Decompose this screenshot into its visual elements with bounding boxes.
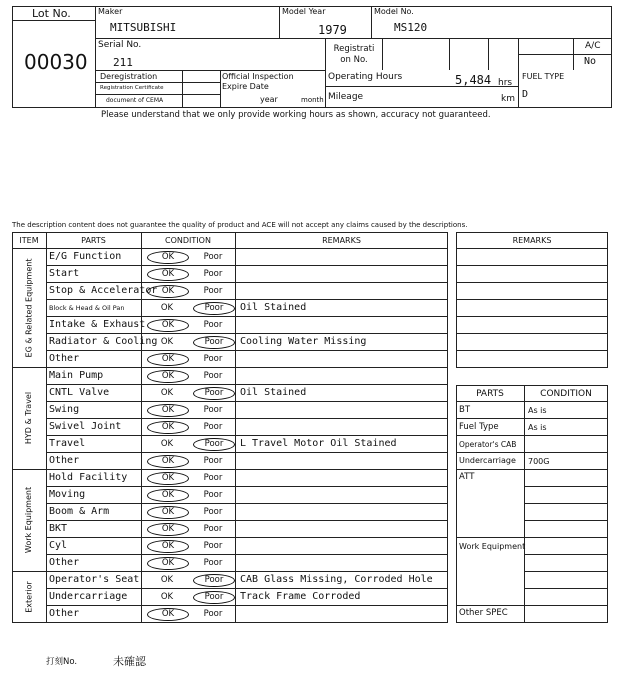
divider bbox=[456, 299, 608, 300]
condition-poor-option: Poor bbox=[203, 558, 223, 568]
part-name: CNTL Valve bbox=[49, 387, 110, 398]
condition-poor-option: Poor bbox=[203, 473, 223, 483]
serial-no-value: 211 bbox=[113, 56, 133, 69]
divider bbox=[518, 54, 612, 55]
condition-ok-option: OK bbox=[147, 285, 189, 298]
divider bbox=[220, 70, 221, 108]
condition-ok-option: OK bbox=[147, 557, 189, 570]
hrs-label: hrs bbox=[498, 78, 513, 88]
row-divider bbox=[46, 418, 448, 419]
divider bbox=[518, 38, 519, 108]
condition-ok-option: OK bbox=[147, 506, 189, 519]
divider bbox=[46, 232, 47, 623]
operating-hours-value: 5,484 bbox=[455, 73, 492, 87]
serial-no-label: Serial No. bbox=[98, 40, 142, 50]
condition-ok-option: OK bbox=[147, 353, 189, 366]
remark-text: Oil Stained bbox=[240, 387, 307, 398]
divider bbox=[456, 452, 608, 453]
condition-poor-option: Poor bbox=[203, 422, 223, 432]
part-name: Operator's Seat bbox=[49, 574, 140, 585]
condition-poor-option: Poor bbox=[203, 269, 223, 279]
condition-ok-option: OK bbox=[147, 455, 189, 468]
divider bbox=[12, 20, 96, 21]
condition-poor-option: Poor bbox=[193, 574, 235, 587]
parts-header: PARTS bbox=[81, 236, 106, 245]
row-divider bbox=[46, 384, 448, 385]
row-divider bbox=[46, 486, 448, 487]
remarks-panel-header: REMARKS bbox=[512, 236, 552, 245]
condition-ok-option: OK bbox=[160, 337, 174, 347]
remarks-header: REMARKS bbox=[322, 236, 361, 245]
condition-poor-option: Poor bbox=[203, 490, 223, 500]
condition-ok-option: OK bbox=[147, 370, 189, 383]
condition-ok-option: OK bbox=[147, 540, 189, 553]
group-label: EG & Related Equipment bbox=[24, 258, 33, 357]
item-header: ITEM bbox=[19, 236, 39, 245]
divider bbox=[382, 38, 383, 70]
condition-poor-option: Poor bbox=[193, 387, 235, 400]
row-divider bbox=[12, 367, 448, 368]
row-divider bbox=[46, 401, 448, 402]
row-divider bbox=[46, 282, 448, 283]
condition-poor-option: Poor bbox=[203, 524, 223, 534]
condition-poor-option: Poor bbox=[203, 286, 223, 296]
part-name: Boom & Arm bbox=[49, 506, 110, 517]
divider bbox=[95, 38, 612, 39]
hours-notice: Please understand that we only provide working hours as shown, accuracy not guaranteed. bbox=[101, 110, 491, 120]
divider bbox=[524, 554, 608, 555]
condition-poor-option: Poor bbox=[203, 609, 223, 619]
divider bbox=[95, 94, 220, 95]
ac-value: No bbox=[584, 56, 597, 67]
row-divider bbox=[46, 520, 448, 521]
condition-ok-option: OK bbox=[147, 421, 189, 434]
remark-text: Track Frame Corroded bbox=[240, 591, 361, 602]
model-year-value: 1979 bbox=[318, 23, 347, 37]
parts-table-parts-header: PARTS bbox=[476, 389, 504, 399]
condition-ok-option: OK bbox=[160, 575, 174, 585]
maker-label: Maker bbox=[98, 7, 123, 16]
part-name: Stop & Accelerator bbox=[49, 285, 158, 296]
divider bbox=[456, 333, 608, 334]
divider bbox=[371, 6, 372, 38]
inspection-label: Official Inspection Expire Date bbox=[222, 72, 294, 91]
parts-row-label: Operator's CAB bbox=[459, 440, 517, 449]
part-name: Hold Facility bbox=[49, 472, 128, 483]
condition-poor-option: Poor bbox=[193, 336, 235, 349]
divider bbox=[573, 38, 574, 70]
divider bbox=[12, 248, 448, 249]
part-name: Undercarriage bbox=[49, 591, 128, 602]
row-divider bbox=[46, 350, 448, 351]
divider bbox=[456, 537, 608, 538]
part-name: Other bbox=[49, 608, 80, 619]
divider bbox=[182, 70, 183, 108]
row-divider bbox=[46, 299, 448, 300]
stamp-value: 未確認 bbox=[113, 655, 146, 668]
deregistration-label: Deregistration bbox=[100, 72, 158, 81]
row-divider bbox=[46, 316, 448, 317]
mileage-label: Mileage bbox=[328, 92, 364, 102]
part-name: Start bbox=[49, 268, 80, 279]
part-name: Moving bbox=[49, 489, 86, 500]
divider bbox=[456, 435, 608, 436]
fuel-type-value: D bbox=[522, 89, 529, 100]
condition-poor-option: Poor bbox=[203, 320, 223, 330]
divider bbox=[524, 486, 608, 487]
group-label: Exterior bbox=[24, 580, 33, 613]
parts-row-condition: As is bbox=[528, 423, 547, 432]
condition-poor-option: Poor bbox=[203, 252, 223, 262]
part-name: BKT bbox=[49, 523, 68, 534]
parts-row-condition: As is bbox=[528, 406, 547, 415]
divider bbox=[456, 401, 608, 402]
condition-poor-option: Poor bbox=[203, 371, 223, 381]
registration-label: Registrati on No. bbox=[333, 44, 375, 65]
lot-no-value: 00030 bbox=[24, 50, 88, 74]
km-label: km bbox=[501, 94, 515, 104]
ac-label: A/C bbox=[585, 41, 601, 51]
condition-ok-option: OK bbox=[147, 319, 189, 332]
part-name: Other bbox=[49, 557, 80, 568]
condition-poor-option: Poor bbox=[203, 456, 223, 466]
divider bbox=[235, 232, 236, 623]
model-year-label: Model Year bbox=[282, 7, 326, 16]
part-name: Main Pump bbox=[49, 370, 104, 381]
registration-certificate-label: Registration Certificate bbox=[100, 85, 164, 91]
divider bbox=[524, 588, 608, 589]
parts-table-condition-header: CONDITION bbox=[540, 389, 592, 399]
month-label: month bbox=[301, 96, 324, 104]
remark-text: Oil Stained bbox=[240, 302, 307, 313]
parts-row-label: Fuel Type bbox=[459, 422, 499, 432]
part-name: Cyl bbox=[49, 540, 68, 551]
row-divider bbox=[46, 333, 448, 334]
part-name: Swivel Joint bbox=[49, 421, 122, 432]
condition-header: CONDITION bbox=[165, 236, 211, 245]
condition-ok-option: OK bbox=[147, 268, 189, 281]
row-divider bbox=[46, 588, 448, 589]
part-name: Swing bbox=[49, 404, 80, 415]
condition-ok-option: OK bbox=[160, 592, 174, 602]
divider bbox=[325, 38, 326, 108]
divider bbox=[524, 503, 608, 504]
divider bbox=[524, 520, 608, 521]
row-divider bbox=[46, 452, 448, 453]
condition-poor-option: Poor bbox=[193, 302, 235, 315]
other-spec-label: Other SPEC bbox=[459, 608, 508, 618]
row-divider bbox=[12, 469, 448, 470]
part-name: E/G Function bbox=[49, 251, 122, 262]
row-divider bbox=[46, 537, 448, 538]
remarks-panel bbox=[456, 232, 608, 368]
parts-row-label: Undercarriage bbox=[459, 456, 516, 465]
part-name: Other bbox=[49, 353, 80, 364]
divider bbox=[456, 282, 608, 283]
model-no-label: Model No. bbox=[374, 7, 414, 16]
row-divider bbox=[46, 605, 448, 606]
divider bbox=[456, 248, 608, 249]
fuel-type-label: FUEL TYPE bbox=[522, 72, 565, 81]
year-label: year bbox=[260, 95, 278, 104]
condition-poor-option: Poor bbox=[203, 541, 223, 551]
row-divider bbox=[46, 265, 448, 266]
divider bbox=[456, 418, 608, 419]
divider bbox=[456, 350, 608, 351]
part-name: Radiator & Cooling bbox=[49, 336, 158, 347]
condition-ok-option: OK bbox=[160, 439, 174, 449]
condition-ok-option: OK bbox=[147, 523, 189, 536]
divider bbox=[456, 469, 608, 470]
att-label: ATT bbox=[459, 472, 475, 482]
condition-poor-option: Poor bbox=[193, 438, 235, 451]
condition-ok-option: OK bbox=[160, 303, 174, 313]
divider bbox=[449, 38, 450, 70]
part-name: Travel bbox=[49, 438, 86, 449]
row-divider bbox=[46, 435, 448, 436]
condition-ok-option: OK bbox=[147, 489, 189, 502]
description-notice: The description content does not guarantee the quality of product and ACE will not accept any claims caused by the descriptions. bbox=[12, 221, 468, 229]
divider bbox=[524, 571, 608, 572]
divider bbox=[456, 316, 608, 317]
condition-poor-option: Poor bbox=[203, 354, 223, 364]
part-name: Other bbox=[49, 455, 80, 466]
divider bbox=[95, 82, 220, 83]
divider bbox=[279, 6, 280, 38]
condition-ok-option: OK bbox=[147, 251, 189, 264]
divider bbox=[488, 38, 489, 70]
condition-ok-option: OK bbox=[147, 472, 189, 485]
stamp-label: 打刻No. bbox=[46, 657, 78, 667]
remark-text: L Travel Motor Oil Stained bbox=[240, 438, 397, 449]
remark-text: CAB Glass Missing, Corroded Hole bbox=[240, 574, 433, 585]
group-label: Work Equipment bbox=[24, 486, 33, 554]
row-divider bbox=[46, 503, 448, 504]
lot-no-label: Lot No. bbox=[32, 7, 71, 20]
divider bbox=[95, 70, 325, 71]
row-divider bbox=[12, 571, 448, 572]
divider bbox=[456, 605, 608, 606]
group-label: HYD & Travel bbox=[24, 391, 33, 445]
model-no-value: MS120 bbox=[394, 21, 428, 34]
parts-row-label: BT bbox=[459, 405, 471, 415]
operating-hours-label: Operating Hours bbox=[328, 72, 403, 82]
cema-label: document of CEMA bbox=[106, 97, 164, 104]
remark-text: Cooling Water Missing bbox=[240, 336, 367, 347]
condition-ok-option: OK bbox=[147, 608, 189, 621]
row-divider bbox=[46, 554, 448, 555]
condition-poor-option: Poor bbox=[203, 507, 223, 517]
condition-poor-option: Poor bbox=[193, 591, 235, 604]
part-name: Block & Head & Oil Pan bbox=[49, 304, 125, 312]
parts-row-condition: 700G bbox=[528, 457, 550, 466]
condition-poor-option: Poor bbox=[203, 405, 223, 415]
maker-value: MITSUBISHI bbox=[110, 21, 177, 34]
part-name: Intake & Exhaust bbox=[49, 319, 146, 330]
divider bbox=[456, 265, 608, 266]
condition-ok-option: OK bbox=[147, 404, 189, 417]
condition-ok-option: OK bbox=[160, 388, 174, 398]
work-equipment-label: Work Equipment bbox=[459, 542, 526, 551]
